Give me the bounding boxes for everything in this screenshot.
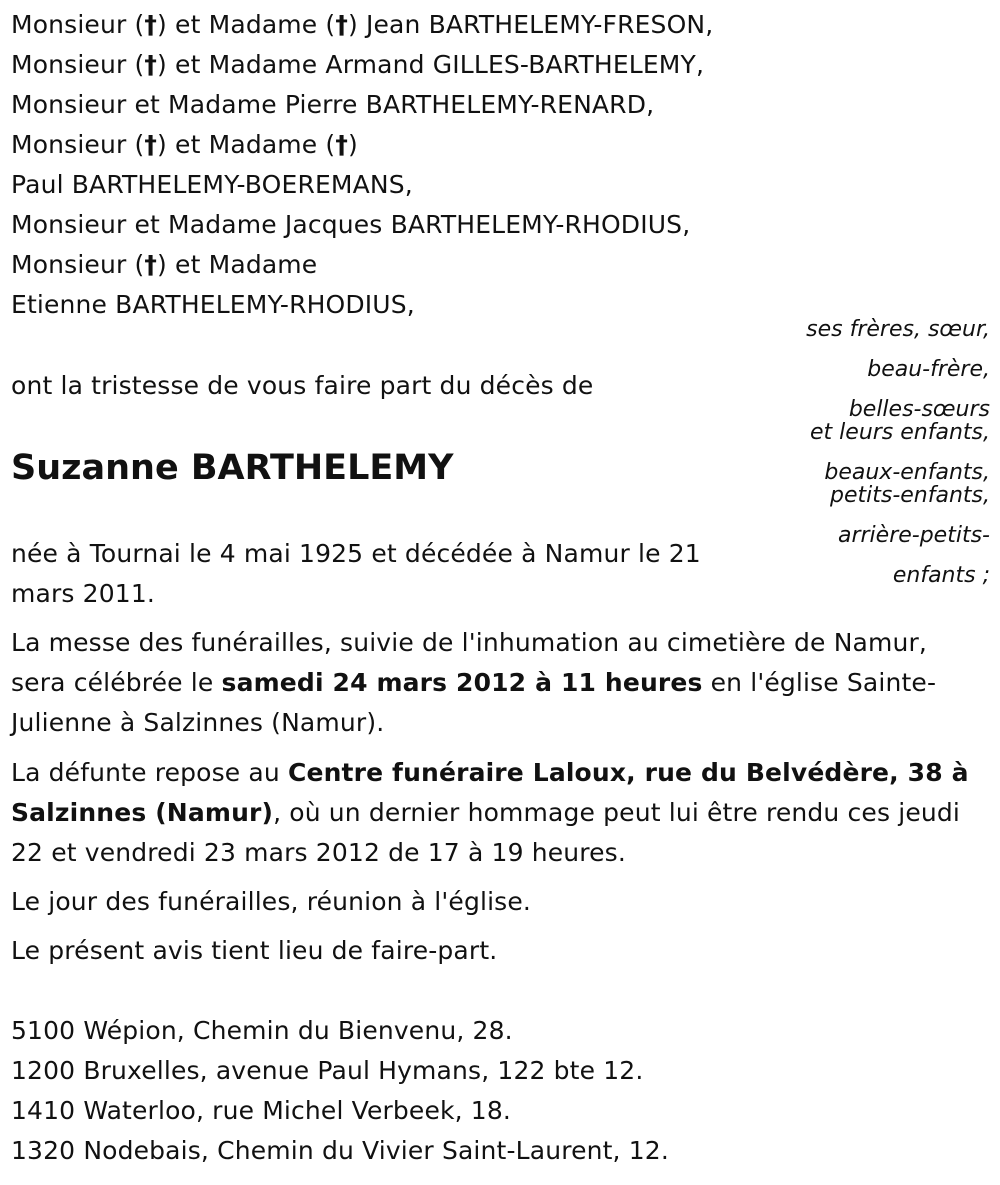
cross-icon: † [335,130,348,159]
intro-text: ont la tristesse de vous faire part du décès de [11,371,594,400]
relation-label: belles-sœurs [848,397,990,422]
relation-label: enfants ; [892,563,990,588]
family-line-5: Paul BARTHELEMY-BOEREMANS, [11,170,413,199]
cross-icon: † [144,10,158,39]
notice-text: Le présent avis tient lieu de faire-part. [11,936,498,965]
reunion-text: Le jour des funérailles, réunion à l'église. [11,887,531,916]
cross-icon: † [144,130,158,159]
cross-icon: † [335,10,348,39]
relation-label: petits-enfants, [830,483,990,508]
mass-date: samedi 24 mars 2012 à 11 heures [221,668,703,697]
address-line: 1200 Bruxelles, avenue Paul Hymans, 122 bte 12. [11,1056,644,1085]
family-line-2: Monsieur (†) et Madame Armand GILLES-BARTHELEMY, [11,50,705,79]
family-line-8: Etienne BARTHELEMY-RHODIUS, [11,290,415,319]
family-line-3: Monsieur et Madame Pierre BARTHELEMY-RENARD, [11,90,655,119]
relation-label: ses frères, sœur, [806,317,990,342]
mass-paragraph: La messe des funérailles, suivie de l'inhumation au cimetière de Namur, sera célébrée le samedi 24 mars 2012 à 11 heures en l'église Sainte-Julienne à Salzinnes (Namur). [11,628,937,737]
rest-paragraph: La défunte repose au Centre funéraire Laloux, rue du Belvédère, 38 à Salzinnes (Namur), où un dernier hommage peut lui être rendu ces jeudi 22 et vendredi 23 mars 2012 de 17 à 19 heures. [11,758,969,867]
birth-death-line-2: mars 2011. [11,579,155,608]
family-line-4: Monsieur (†) et Madame (†) [11,130,358,159]
birth-death-line-1: née à Tournai le 4 mai 1925 et décédée à Namur le 21 [11,539,701,568]
deceased-name: Suzanne BARTHELEMY [11,448,454,488]
relation-label: beau-frère, [867,357,990,382]
address-line: 1320 Nodebais, Chemin du Vivier Saint-Laurent, 12. [11,1136,669,1165]
address-line: 5100 Wépion, Chemin du Bienvenu, 28. [11,1016,513,1045]
funeral-home: Centre funéraire Laloux, rue du Belvédère, 38 à Salzinnes (Namur) [11,758,969,827]
family-line-7: Monsieur (†) et Madame [11,250,318,279]
family-line-6: Monsieur et Madame Jacques BARTHELEMY-RHODIUS, [11,210,691,239]
family-line-1: Monsieur (†) et Madame (†) Jean BARTHELEMY-FRESON, [11,10,714,39]
cross-icon: † [144,50,158,79]
relation-label: et leurs enfants, [810,420,990,445]
address-line: 1410 Waterloo, rue Michel Verbeek, 18. [11,1096,512,1125]
relation-label: arrière-petits- [837,523,990,548]
cross-icon: † [144,250,158,279]
relation-label: beaux-enfants, [824,460,990,485]
